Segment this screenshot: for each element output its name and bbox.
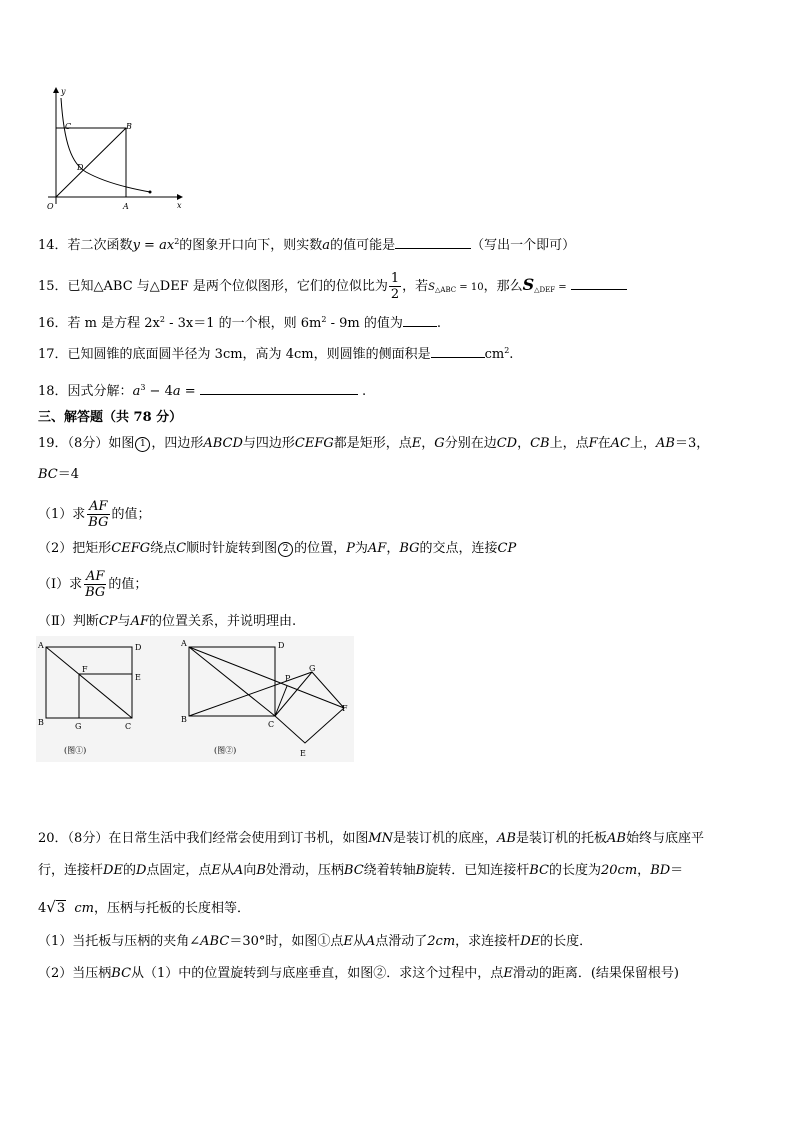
question-18: 18．因式分解：$a^3 - 4a$ = .: [38, 378, 366, 402]
fig1-label-a: A: [38, 641, 44, 650]
question-20-line3: 4√3 cm，压柄与托板的长度相等．: [38, 898, 251, 916]
fig2-label-a: A: [181, 639, 187, 648]
label-o: O: [47, 202, 54, 211]
fig2-label-g: G: [309, 664, 316, 673]
curve-endpoint: [149, 191, 152, 194]
fig1-label-b: B: [38, 718, 44, 727]
question-19-subi: （Ⅰ）求 $\frac{AF}{BG}$ 的值；: [38, 569, 148, 600]
question-19-sub2: （2）把矩形CEFG绕点C顺时针旋转到图 2 的位置，P为AF，BG的交点，连接CP: [38, 541, 517, 556]
answer-blank-14[interactable]: [395, 234, 471, 249]
fig2-label-d: D: [278, 641, 285, 650]
question-19-sub1: （1）求 $\frac{AF}{BG}$ 的值；: [38, 499, 151, 530]
hyperbola-curve: [61, 98, 150, 192]
fig2-label-f: F: [342, 704, 348, 713]
label-d: D: [77, 163, 84, 172]
section-title-3: 三、解答题（共 78 分）: [38, 410, 183, 425]
fig1-label-f: F: [82, 665, 88, 674]
fraction-ratio: $\frac{1}{2}$: [390, 271, 400, 302]
label-a: A: [123, 202, 129, 211]
question-15: 15．已知△ABC 与△DEF 是两个位似图形，它们的位似比为 $\frac{1}{2}$ ，若$S_{\triangle ABC} = 10$，那么$S_{\triangle DEF}$ =: [38, 270, 627, 305]
question-20-line2: 行，连接杆DE的D点固定，点E从A向B处滑动，压柄BC绕着转轴B旋转．已知连接杆BC的长度为20cm，BD＝: [38, 863, 684, 878]
fig1-label-e: E: [135, 673, 141, 682]
question-20-line1: 20．（8分）在日常生活中我们经常会使用到订书机，如图MN是装订机的底座，AB是装订机的托板AB始终与底座平: [38, 831, 704, 846]
question-19-line2: BC＝4: [38, 467, 80, 482]
answer-blank-16[interactable]: [403, 312, 437, 327]
fig2-label-e: E: [300, 749, 306, 758]
fig1-label-c: C: [125, 722, 132, 731]
label-y: y: [61, 87, 66, 96]
question-16: 16．若 m 是方程 $2x^2 - 3x=1$ 的一个根，则 $6m^2 - 9m$ 的值为 .: [38, 310, 441, 334]
label-x: x: [177, 201, 182, 210]
fig2-label-c: C: [268, 720, 275, 729]
figure-function-graph: [42, 84, 192, 216]
label-c: C: [65, 122, 72, 131]
question-19-line1: 19．（8分）如图 1 ，四边形ABCD与四边形CEFG都是矩形，点E，G分别在边CD，CB上，点F在AC上，AB＝3，: [38, 436, 710, 451]
question-20-sub1: （1）当托板与压柄的夹角∠ABC＝30°时，如图①点E从A点滑动了2cm，求连接杆DE的长度．: [38, 934, 593, 949]
figure-19: [36, 636, 354, 762]
question-20-sub2: （2）当压柄BC从（1）中的位置旋转到与底座垂直，如图②．求这个过程中，点E滑动的距离．(结果保留根号): [38, 966, 679, 981]
fig1-label-d: D: [135, 643, 142, 652]
fig1-label-g: G: [75, 722, 82, 731]
question-19-subii: （Ⅱ）判断CP与AF的位置关系，并说明理由.: [38, 614, 297, 629]
question-17: 17．已知圆锥的底面圆半径为 3cm，高为 4cm，则圆锥的侧面积是 $cm^2$.: [38, 341, 513, 365]
answer-blank-18[interactable]: [200, 380, 358, 395]
answer-blank-15[interactable]: [571, 275, 627, 290]
question-14: 14．若二次函数$y = ax^2$的图象开口向下，则实数a的值可能是 （写出一个即可）: [38, 232, 575, 256]
fig2-label-b: B: [181, 715, 187, 724]
fig1-caption: (图①): [64, 746, 87, 755]
fig2-caption: (图②): [214, 746, 237, 755]
fig2-label-p: P: [285, 674, 291, 683]
label-b: B: [126, 122, 132, 131]
answer-blank-17[interactable]: [431, 343, 485, 358]
